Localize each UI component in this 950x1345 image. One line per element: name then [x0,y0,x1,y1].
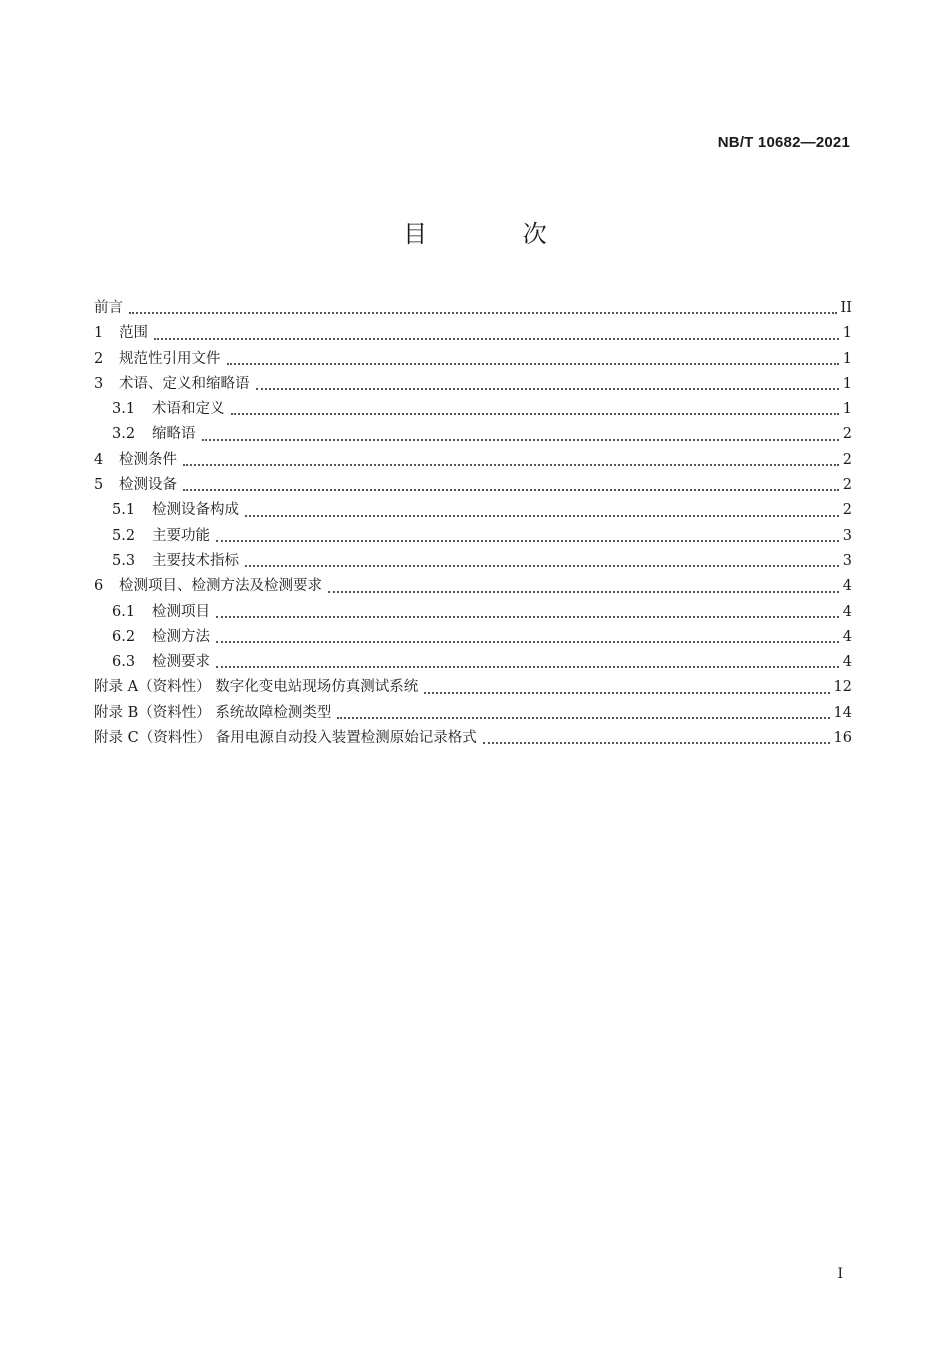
toc-entry-page: II [840,300,852,316]
toc-entry-label: 检测设备 [119,477,177,494]
toc-entry-label: 规范性引用文件 [119,350,221,367]
toc-entry-page: 14 [833,704,852,721]
toc-entry-label: 检测方法 [152,628,210,645]
standard-code: NB/T 10682—2021 [717,134,850,151]
toc-entry-page: 12 [833,679,852,696]
toc-entry-number: 6.1 [112,603,136,620]
toc-entry-page: 3 [842,552,852,569]
toc-dot-leader [424,691,829,694]
toc-entry-label: 主要功能 [152,527,210,544]
toc-entry-label: 检测要求 [152,654,210,671]
toc-entry[interactable] [94,701,852,726]
toc-entry-page: 4 [842,578,852,595]
toc-entry-label: 术语和定义 [152,401,225,418]
toc-entry-page: 2 [842,426,852,443]
toc-entry-label: 前言 [94,300,123,316]
toc-entry-page: 1 [842,350,852,367]
toc-dot-leader [231,412,839,415]
toc-entry-page: 16 [833,730,852,747]
toc-entry[interactable] [94,422,852,447]
toc-entry-number: 5.2 [112,527,136,544]
toc-entry[interactable] [94,726,852,751]
toc-entry-label: 附录 C（资料性） 备用电源自动投入装置检测原始记录格式 [94,730,477,747]
page-number: I [837,1266,843,1282]
toc-dot-leader [183,463,839,466]
toc-entry[interactable] [94,600,852,625]
toc-dot-leader [183,488,839,491]
toc-entry[interactable] [94,675,852,700]
toc-entry[interactable] [94,372,852,397]
toc-entry[interactable] [94,524,852,549]
toc-dot-leader [202,438,839,441]
toc-entry-page: 4 [842,628,852,645]
toc-entry-label: 范围 [119,325,148,342]
toc-entry-number: 2 [94,350,104,367]
toc-entry-number: 6 [94,578,104,595]
toc-entry-number: 3.1 [112,401,136,418]
toc-entry[interactable] [94,397,852,422]
toc-entry[interactable] [94,347,852,372]
toc-dot-leader [216,615,839,618]
toc-entry-number: 5.3 [112,552,136,569]
toc-entry-number: 3 [94,375,104,392]
toc-entry[interactable] [94,321,852,346]
toc-entry-label: 附录 B（资料性） 系统故障检测类型 [94,704,332,721]
toc-entry-label: 主要技术指标 [152,552,239,569]
toc-dot-leader [227,362,839,365]
toc-dot-leader [483,741,830,744]
toc-entry[interactable] [94,574,852,599]
toc-entry-number: 6.3 [112,654,136,671]
toc-entry-page: 2 [842,502,852,519]
toc-entry-page: 3 [842,527,852,544]
toc-dot-leader [216,539,839,542]
toc-entry-page: 1 [842,375,852,392]
toc-entry-page: 1 [842,325,852,342]
toc-entry[interactable] [94,498,852,523]
toc-entry-number: 1 [94,325,104,342]
toc-entry-label: 检测项目、检测方法及检测要求 [119,578,322,595]
toc-dot-leader [154,337,839,340]
toc-entry[interactable] [94,473,852,498]
toc-dot-leader [216,640,839,643]
toc-entry-label: 检测项目 [152,603,210,620]
toc-entry-page: 2 [842,477,852,494]
toc-dot-leader [245,514,839,517]
toc-dot-leader [245,564,839,567]
table-of-contents [94,296,852,751]
toc-entry-label: 检测条件 [119,451,177,468]
toc-entry-number: 6.2 [112,628,136,645]
toc-entry[interactable] [94,448,852,473]
toc-entry-page: 1 [842,401,852,418]
toc-entry-number: 4 [94,451,104,468]
toc-dot-leader [328,590,839,593]
toc-entry-label: 附录 A（资料性） 数字化变电站现场仿真测试系统 [94,679,419,696]
toc-dot-leader [216,665,839,668]
toc-dot-leader [337,716,829,719]
page-title: 目 次 [403,220,591,248]
toc-entry-number: 3.2 [112,426,136,443]
toc-entry-label: 缩略语 [152,426,196,443]
toc-entry-page: 4 [842,603,852,620]
toc-entry-number: 5 [94,477,104,494]
toc-entry[interactable] [94,650,852,675]
toc-entry-page: 2 [842,451,852,468]
toc-entry-page: 4 [842,654,852,671]
toc-entry[interactable] [94,625,852,650]
toc-dot-leader [256,387,839,390]
toc-dot-leader [129,311,837,314]
toc-entry-label: 检测设备构成 [152,502,239,519]
toc-entry-number: 5.1 [112,502,136,519]
toc-entry-label: 术语、定义和缩略语 [119,375,250,392]
toc-entry[interactable] [94,296,852,321]
toc-entry[interactable] [94,549,852,574]
